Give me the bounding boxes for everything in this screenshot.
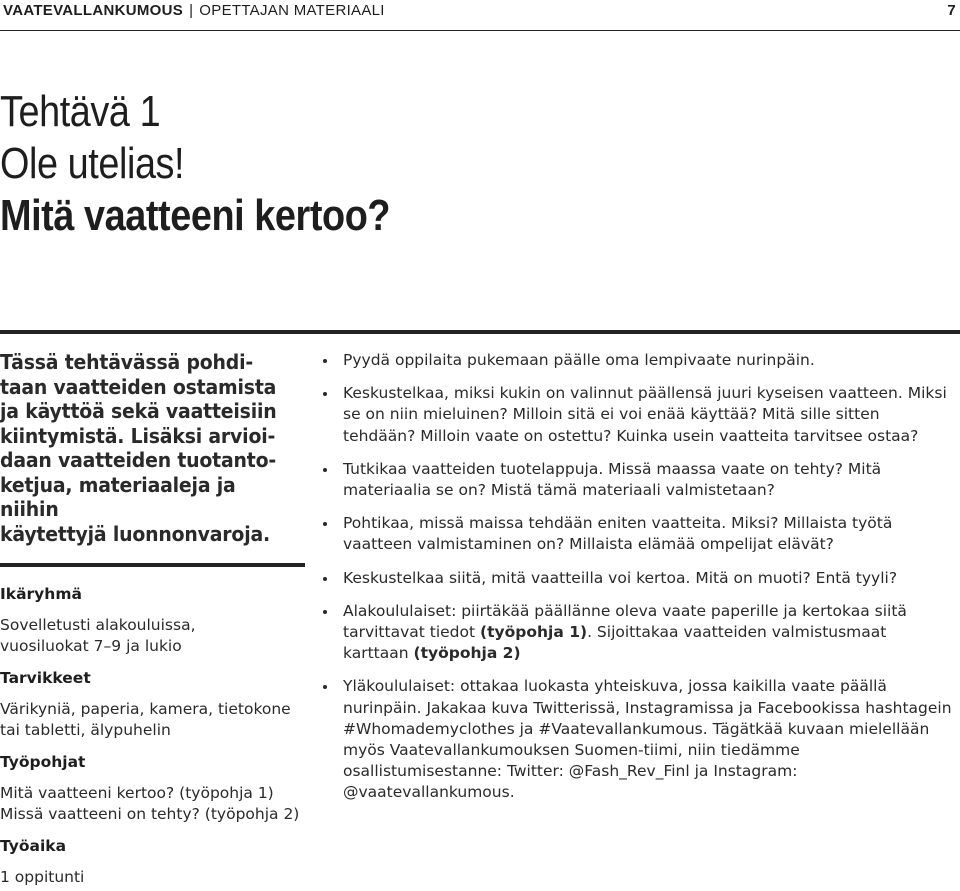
title-line-2: Ole utelias!: [0, 139, 185, 188]
supplies-line: tai tabletti, älypuhelin: [0, 721, 171, 739]
supplies-heading: Tarvikkeet: [0, 669, 91, 687]
task-info: [0, 584, 310, 888]
worksheets-heading: Työpohjat: [0, 753, 86, 771]
section-title: OPETTAJAN MATERIAALI: [199, 2, 385, 19]
intro-line: Tässä tehtävässä pohdi-: [0, 350, 254, 374]
intro-text: [0, 350, 294, 546]
intro-line: käytettyjä luonnonvaroja.: [0, 521, 271, 546]
supplies-line: Värikyniä, paperia, kamera, tietokone: [0, 700, 291, 718]
list-item: [322, 459, 954, 501]
list-item: [322, 601, 954, 665]
title-line-1: Tehtävä 1: [0, 87, 161, 136]
task-text: Tutkikaa vaatteiden tuotelappuja. Missä maassa vaate on tehty? Mitä materiaalia se on? Mistä tämä materiaali valmistetaan?: [343, 459, 882, 500]
task-text: Alakoululaiset: piirtäkää päällänne oleva vaate paperille ja kertokaa siitä tarvittavat tiedot: [343, 601, 907, 642]
worksheet-item: Mitä vaatteeni kertoo? (työpohja 1): [0, 784, 274, 802]
duration-value: 1 oppitunti: [0, 868, 85, 886]
list-item: [322, 513, 954, 555]
header-left: [3, 2, 385, 19]
intro-line: kiintymistä. Lisäksi arvioi-: [0, 423, 276, 448]
age-group-heading: Ikäryhmä: [0, 585, 82, 603]
worksheet-reference: (työpohja 1): [480, 623, 588, 642]
list-item: [322, 568, 954, 589]
info-divider: [0, 563, 305, 567]
task-text: Pohtikaa, missä maissa tehdään eniten vaatteita. Miksi? Millaista työtä vaatteen valmistaminen on? Millaista elämää ompelijat elävät?: [343, 514, 893, 554]
worksheet-item: Missä vaatteeni on tehty? (työpohja 2): [0, 805, 300, 823]
age-group-line: vuosiluokat 7–9 ja lukio: [0, 637, 182, 655]
task-text: . Sijoittakaa vaatteiden valmistusmaat karttaan: [343, 623, 887, 663]
task-list: [322, 350, 954, 816]
title-line-3: Mitä vaatteeni kertoo?: [0, 191, 391, 240]
intro-line: taan vaatteiden ostamista: [0, 374, 277, 399]
page-number: 7: [947, 2, 956, 19]
intro-line: daan vaatteiden tuotanto-: [0, 448, 277, 472]
list-item: [322, 676, 954, 803]
section-divider: [0, 330, 960, 334]
list-item: [322, 383, 954, 447]
page-header: [0, 0, 960, 31]
task-text: Yläkoululaiset: ottakaa luokasta yhteiskuva, jossa kaikilla vaate päällä nurinpäin. Jakakaa kuva Twitterissä, Instagramissa ja Facebookissa hashtagein #Whomademyclothes ja #Vaatevallankumous. Tägätkää kuvaan mielellään myös Vaatevallankumouksen Suomen-tiimi, niin tiedämme osallistumisestanne: Twitter: @Fash_Rev_Finl ja Instagram: @vaatevallankumous.: [343, 677, 952, 802]
task-text: Keskustelkaa siitä, mitä vaatteilla voi kertoa. Mitä on muoti? Entä tyyli?: [343, 568, 898, 587]
series-title: VAATEVALLANKUMOUS: [3, 2, 184, 19]
task-text: Keskustelkaa, miksi kukin on valinnut päällensä juuri kyseisen vaatteen. Miksi se on niin mieluinen? Milloin sitä ei voi enää käyttää? Mitä sille sitten tehdään? Milloin vaate on ostettu? Kuinka usein vaatteita tarvitsee ostaa?: [343, 384, 947, 445]
age-group-line: Sovelletusti alakouluissa,: [0, 616, 196, 634]
list-item: [322, 350, 954, 371]
worksheet-reference: (työpohja 2): [413, 644, 521, 663]
header-separator: |: [189, 2, 194, 19]
intro-line: ja käyttöä sekä vaatteisiin: [0, 399, 277, 423]
duration-heading: Työaika: [0, 837, 67, 855]
task-text: Pyydä oppilaita pukemaan päälle oma lempivaate nurinpäin.: [343, 351, 815, 369]
task-title: [0, 86, 390, 242]
intro-line: ketjua, materiaaleja ja niihin: [0, 472, 236, 521]
